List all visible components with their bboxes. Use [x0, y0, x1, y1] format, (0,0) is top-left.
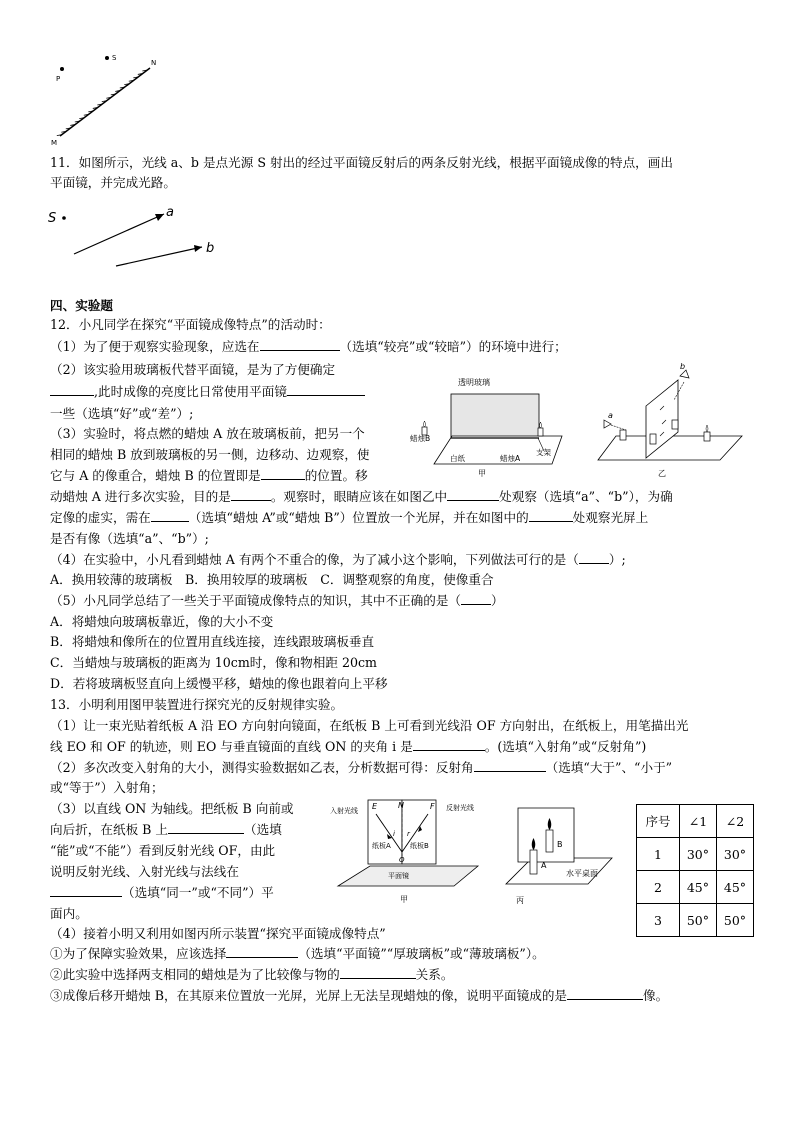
q13-p1b1: 线 EO 和 OF 的轨迹，则 EO 与垂直镜面的直线 ON 的夹角 i 是: [50, 739, 413, 754]
figure-jia-label: 甲: [478, 469, 486, 478]
q12-blank-3[interactable]: [287, 383, 365, 396]
label-n: N: [151, 59, 157, 67]
q13-p2b: 或“等于”）入射角；: [50, 780, 164, 795]
glass-label: 透明玻璃: [458, 378, 490, 387]
q13-blank-6[interactable]: [340, 966, 416, 979]
q13-p3b1: 向后折，在纸板 B 上: [50, 822, 169, 837]
label-m: M: [51, 139, 58, 147]
q13-part3-line5: [50, 884, 274, 902]
label-n: N: [398, 801, 404, 810]
mirror-line: [60, 68, 150, 136]
q11-line2: 平面镜，并完成光路。: [50, 175, 176, 190]
q13-p4b2: 关系。: [415, 967, 454, 982]
q13-p4a1: ①为了保障实验效果，应该选择: [50, 946, 227, 961]
label-p: P: [56, 75, 61, 83]
q12-part3-line3: [50, 467, 368, 485]
ray-b-arrow: [194, 245, 202, 252]
header-angle1: ∠1: [679, 805, 716, 838]
q13-part1-line2: [50, 738, 646, 756]
figure-yi-label: 乙: [658, 469, 666, 478]
q13-p3f: 面内。: [50, 906, 88, 921]
table-header-row: [637, 805, 754, 838]
q13-p4: （4）接着小明又利用如图丙所示装置“探究平面镜成像特点”: [50, 926, 386, 941]
stand-label: 支架: [536, 448, 551, 457]
q12-blank-2[interactable]: [50, 383, 94, 396]
figure-jia-label: 甲: [400, 895, 408, 904]
figure-bing-label: 丙: [516, 896, 524, 905]
q12-part1: [50, 338, 567, 356]
q13-part4-b: [50, 966, 453, 984]
q12-part5: [50, 592, 504, 610]
table-label: 水平桌面: [566, 869, 598, 878]
label-a: A: [541, 861, 547, 870]
q12-p2c: 一些（选填“好”或“差”）;: [50, 406, 194, 421]
candle-a-label: 蜡烛A: [500, 454, 521, 463]
q13-blank-5[interactable]: [226, 945, 298, 958]
q12-part3-line4: [50, 488, 673, 506]
q12-blank-6[interactable]: [447, 488, 499, 501]
ray-a: [74, 214, 164, 254]
q12-figure-jia: [408, 372, 568, 480]
q13-blank-7[interactable]: [567, 987, 643, 1000]
header-angle2: ∠2: [716, 805, 753, 838]
table-cell: 1: [637, 838, 680, 871]
q13-p3c: “能”或“不能”）看到反射光线 OF，由此: [50, 843, 276, 858]
table-cell: 30°: [716, 838, 753, 871]
base-plane: [598, 436, 742, 460]
q13-blank-4[interactable]: [50, 884, 122, 897]
q12-p3d1: 动蜡烛 A 进行多次实验，目的是: [50, 489, 231, 504]
q11-label-a: a: [166, 205, 174, 220]
q12-option-c: C．当蜡烛与玻璃板的距离为 10cm时，像和物相距 20cm: [50, 655, 377, 670]
label-r: r: [407, 830, 410, 838]
q13-blank-3[interactable]: [168, 821, 244, 834]
q13-p3a: （3）以直线 ON 为轴线。把纸板 B 向前或: [50, 801, 294, 816]
q12-blank-1[interactable]: [260, 338, 340, 351]
table-cell: 2: [637, 871, 680, 904]
label-f: F: [430, 802, 435, 811]
q12-option-a: A．将蜡烛向玻璃板靠近，像的大小不变: [50, 614, 274, 629]
paper-label: 白纸: [450, 454, 465, 463]
candle-2: [672, 420, 678, 429]
q13-p3b2: （选填: [244, 822, 282, 837]
q13-p4c1: ③成像后移开蜡烛 B，在其原来位置放一光屏，光屏上无法呈现蜡烛的像，说明平面镜成的是: [50, 988, 568, 1003]
candle-b-label: 蜡烛B: [410, 434, 431, 443]
q12-part2-line2: [50, 383, 365, 401]
label-i: i: [393, 830, 395, 838]
q13-part4-a: [50, 945, 545, 963]
q12-blank-8[interactable]: [529, 509, 573, 522]
q12-p3d3: 处观察（选填“a”、“b”），为确: [499, 489, 673, 504]
q13-figure-bing: [500, 800, 625, 906]
q12-p1a: （1）为了便于观察实验现象，应选在: [50, 339, 260, 354]
q13-p3e: （选填“同一”或“不同”）平: [122, 885, 274, 900]
q12-blank-5[interactable]: [231, 488, 271, 501]
sightline-a: [608, 424, 626, 430]
header-index: 序号: [637, 805, 680, 838]
candle-b-flame: [424, 421, 426, 427]
q13-part4-c: [50, 987, 668, 1005]
table-row: [637, 838, 754, 871]
mirror-hatching: [57, 70, 148, 136]
q12-option-b: B．将蜡烛和像所在的位置用直线连接，连线跟玻璃板垂直: [50, 634, 375, 649]
ray-b: [116, 247, 202, 266]
candle-a: [530, 850, 537, 874]
mirror-diagram: [44, 48, 174, 148]
eye-b: [680, 370, 689, 378]
q12-option-d: D．若将玻璃板竖直向上缓慢平移，蜡烛的像也跟着向上平移: [50, 676, 388, 691]
board-a-label: 纸板A: [372, 842, 391, 850]
q13-blank-1[interactable]: [413, 738, 485, 751]
candle-a-flame: [540, 422, 542, 428]
label-s: S: [112, 54, 117, 62]
q12-p4end: ）;: [608, 552, 626, 567]
q11-label-b: b: [206, 241, 215, 256]
q12-p3e3: 处观察光屏上: [572, 510, 649, 525]
q12-p2a: （2）该实验用玻璃板代替平面镜，是为了方便确定: [50, 362, 336, 377]
q12-blank-4[interactable]: [261, 467, 305, 480]
label-b: B: [557, 840, 563, 849]
eye-a: [604, 420, 611, 428]
q12-p3e2: （选填“蜡烛 A”或“蜡烛 B”）位置放一个光屏，并在如图中的: [188, 510, 529, 525]
candle-b: [546, 830, 553, 852]
q12-p4-options: A．换用较薄的玻璃板 B．换用较厚的玻璃板 C．调整观察的角度，使像重合: [50, 572, 494, 587]
q13-p1a: （1）让一束光贴着纸板 A 沿 EO 方向射向镜面，在纸板 B 上可看到光线沿 OF 方向射出，在纸板上，用笔描出光: [50, 718, 689, 733]
q12-p3d2: 。观察时，眼睛应该在如图乙中: [270, 489, 448, 504]
candle-back-flame: [706, 425, 708, 432]
q13-p4c2: 像。: [643, 988, 669, 1003]
table-cell: 50°: [679, 904, 716, 937]
q12-p3c2: 的位置。移: [304, 468, 368, 483]
q12-part4: [50, 551, 626, 569]
angle-table: [636, 804, 754, 937]
incident-label: 入射光线: [330, 807, 358, 815]
table-row: [637, 904, 754, 937]
q12-intro: 12．小凡同学在探究“平面镜成像特点”的活动时：: [50, 317, 331, 332]
q13-p3d: 说明反射光线、入射光线与法线在: [50, 864, 239, 879]
q12-blank-10[interactable]: [461, 592, 491, 605]
q12-p3b: 相同的蜡烛 B 放到玻璃板的另一侧，边移动、边观察，使: [50, 447, 370, 462]
q12-blank-9[interactable]: [579, 551, 609, 564]
q13-intro: 13．小明利用图甲装置进行探究光的反射规律实验。: [50, 697, 344, 712]
q11-label-s: S: [48, 211, 57, 226]
table-cell: 45°: [716, 871, 753, 904]
q13-part3-line2: [50, 821, 282, 839]
q12-blank-7[interactable]: [151, 509, 189, 522]
q13-p4b1: ②此实验中选择两支相同的蜡烛是为了比较像与物的: [50, 967, 340, 982]
q12-p3e1: 定像的虚实，需在: [50, 510, 151, 525]
q12-p3c1: 它与 A 的像重合，蜡烛 B 的位置即是: [50, 468, 261, 483]
section-heading: 四、实验题: [50, 298, 113, 313]
q13-blank-2[interactable]: [474, 759, 546, 772]
q11-line1: 11．如图所示，光线 a、b 是点光源 S 射出的经过平面镜反射后的两条反射光线，根据平面镜成像的特点，画出: [50, 155, 673, 170]
candle-back: [704, 432, 710, 441]
q12-p5: （5）小凡同学总结了一些关于平面镜成像特点的知识，其中不正确的是（: [50, 593, 462, 608]
mirror-label: 平面镜: [388, 872, 409, 880]
q12-p2b: ,此时成像的亮度比日常使用平面镜: [94, 384, 287, 399]
candle-a: [538, 428, 543, 436]
q12-figure-yi: [594, 362, 744, 480]
q13-figure-jia: [330, 796, 490, 906]
q11-ray-diagram: [44, 200, 234, 275]
candle-1: [650, 434, 656, 444]
q13-part2-line1: [50, 759, 672, 777]
reflected-label: 反射光线: [446, 804, 474, 812]
board-b-label: 纸板B: [410, 842, 429, 850]
label-o: O: [399, 856, 405, 864]
q13-p4a2: （选填“平面镜”“厚玻璃板”或“薄玻璃板”）。: [298, 946, 545, 961]
q12-p4: （4）在实验中，小凡看到蜡烛 A 有两个不重合的像，为了减小这个影响，下列做法可行的是（: [50, 552, 579, 567]
label-e: E: [372, 802, 378, 811]
glass-pane: [451, 394, 539, 438]
table-cell: 3: [637, 904, 680, 937]
table-row: [637, 871, 754, 904]
q13-p2a1: （2）多次改变入射角的大小，测得实验数据如乙表，分析数据可得：反射角: [50, 760, 474, 775]
point-s: [105, 56, 109, 60]
q12-p3f: 是否有像（选填“a”、“b”）;: [50, 531, 209, 546]
q13-p1b2: 。(选填“入射角”或“反射角”): [484, 739, 647, 754]
q11-point-s: [62, 216, 66, 220]
eye-b-label: b: [680, 362, 686, 371]
point-p: [60, 67, 64, 71]
eye-a-label: a: [608, 411, 613, 420]
q12-part3-line5: [50, 509, 648, 527]
table-cell: 45°: [679, 871, 716, 904]
q12-p5end: ）: [491, 593, 504, 608]
q12-p1b: （选填“较亮”或“较暗”）的环境中进行；: [339, 339, 567, 354]
q12-p3a: （3）实验时，将点燃的蜡烛 A 放在玻璃板前，把另一个: [50, 426, 365, 441]
table-cell: 50°: [716, 904, 753, 937]
candle-front: [620, 430, 626, 440]
q13-p2a2: （选填“大于”、“小于”: [545, 760, 673, 775]
table-cell: 30°: [679, 838, 716, 871]
